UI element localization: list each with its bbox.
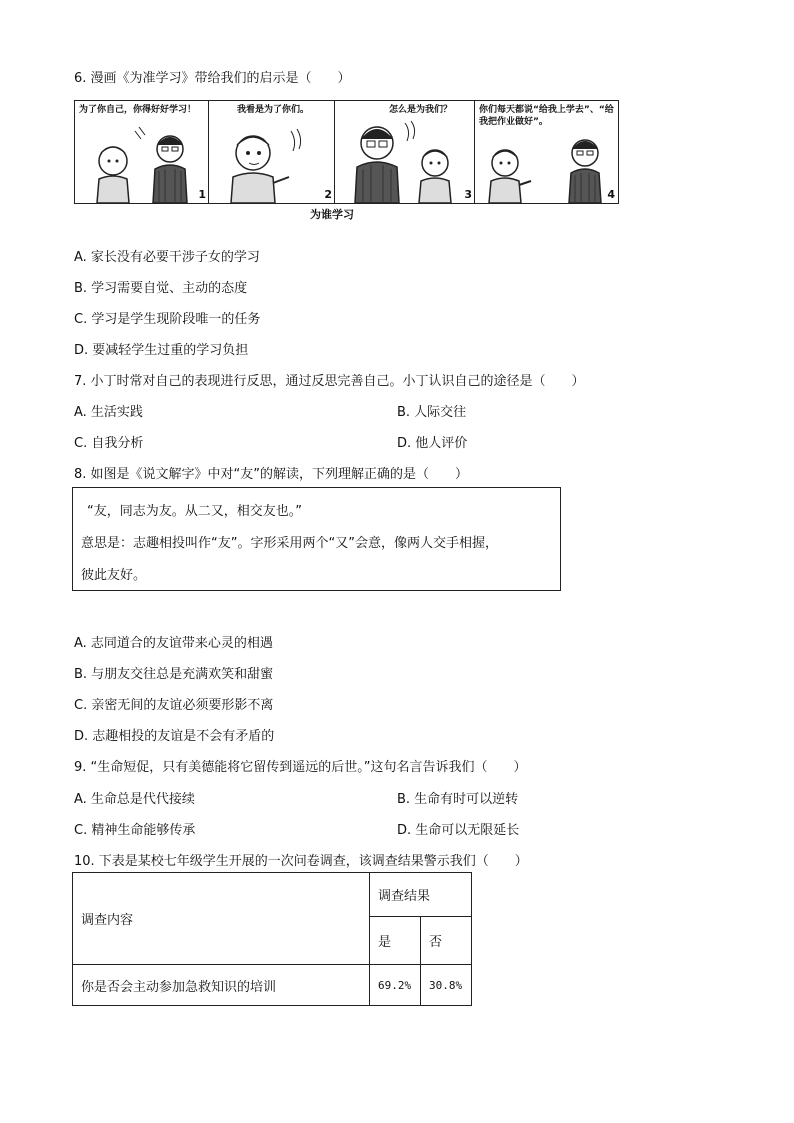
q6-option-c[interactable]: C. 学习是学生现阶段唯一的任务 — [74, 312, 261, 327]
header-content-cell: 调查内容 — [73, 873, 370, 965]
q9-option-c[interactable]: C. 精神生命能够传承 — [74, 823, 196, 838]
quote-line-2: 意思是：志趣相投叫作“友”。字形采用两个“又”会意，像两人交手相握， — [81, 536, 498, 551]
quote-line-1: “友，同志为友。从二又，相交友也。” — [87, 504, 302, 519]
comic-strip — [74, 100, 618, 204]
q7-option-d[interactable]: D. 他人评价 — [397, 436, 468, 451]
q7-option-b[interactable]: B. 人际交往 — [397, 405, 467, 420]
no-value-cell: 30.8% — [421, 965, 472, 1006]
comic-panel-2 — [208, 100, 336, 204]
header-yes-cell: 是 — [370, 917, 421, 965]
q6-stem: 6. 漫画《为准学习》带给我们的启示是（ ） — [74, 71, 351, 86]
q7-option-c[interactable]: C. 自我分析 — [74, 436, 144, 451]
q8-option-c[interactable]: C. 亲密无间的友谊必须要形影不离 — [74, 698, 274, 713]
q9-option-b[interactable]: B. 生命有时可以逆转 — [397, 792, 519, 807]
q9-option-a[interactable]: A. 生命总是代代接续 — [74, 792, 195, 807]
header-no-cell: 否 — [421, 917, 472, 965]
comic-panel-1-drawing — [75, 101, 209, 203]
q6-option-a[interactable]: A. 家长没有必要干涉子女的学习 — [74, 250, 260, 265]
comic-panel-caption: 你们每天都说“给我上学去”、“给我把作业做好”。 — [479, 105, 614, 127]
survey-table — [72, 872, 472, 1006]
q7-stem: 7. 小丁时常对自己的表现进行反思，通过反思完善自己。小丁认识自己的途径是（ ） — [74, 374, 585, 389]
q9-stem: 9. “生命短促，只有美德能将它留传到遥远的后世。”这句名言告诉我们（ ） — [74, 760, 527, 775]
comic-panel-number: 3 — [464, 188, 472, 201]
comic-panel-1 — [74, 100, 210, 204]
comic-title: 为谁学习 — [310, 208, 354, 221]
header-result-cell: 调查结果 — [370, 873, 472, 917]
comic-panel-number: 4 — [607, 188, 615, 201]
comic-panel-4 — [474, 100, 619, 204]
q8-option-d[interactable]: D. 志趣相投的友谊是不会有矛盾的 — [74, 729, 275, 744]
comic-panel-caption: 我看是为了你们。 — [237, 105, 310, 115]
yes-value-cell: 69.2% — [370, 965, 421, 1006]
q8-stem: 8. 如图是《说文解字》中对“友”的解读，下列理解正确的是（ ） — [74, 467, 469, 482]
comic-panel-caption: 为了你自己，你得好好学习！ — [79, 105, 197, 115]
row-label-cell: 你是否会主动参加急救知识的培训 — [73, 965, 370, 1006]
comic-panel-4-drawing — [475, 101, 618, 203]
quote-line-3: 彼此友好。 — [81, 568, 147, 583]
comic-panel-caption: 怎么是为我们？ — [389, 105, 453, 115]
q8-option-a[interactable]: A. 志同道合的友谊带来心灵的相遇 — [74, 636, 273, 651]
comic-panel-number: 1 — [198, 188, 206, 201]
q10-stem: 10. 下表是某校七年级学生开展的一次问卷调查，该调查结果警示我们（ ） — [74, 854, 528, 869]
comic-panel-2-drawing — [209, 101, 335, 203]
q8-option-b[interactable]: B. 与朋友交往总是充满欢笑和甜蜜 — [74, 667, 274, 682]
q6-option-b[interactable]: B. 学习需要自觉、主动的态度 — [74, 281, 248, 296]
quote-box — [72, 487, 561, 591]
q9-option-d[interactable]: D. 生命可以无限延长 — [397, 823, 520, 838]
comic-panel-3 — [334, 100, 476, 204]
comic-panel-3-drawing — [335, 101, 475, 203]
q7-option-a[interactable]: A. 生活实践 — [74, 405, 143, 420]
q6-option-d[interactable]: D. 要减轻学生过重的学习负担 — [74, 343, 249, 358]
comic-panel-number: 2 — [324, 188, 332, 201]
